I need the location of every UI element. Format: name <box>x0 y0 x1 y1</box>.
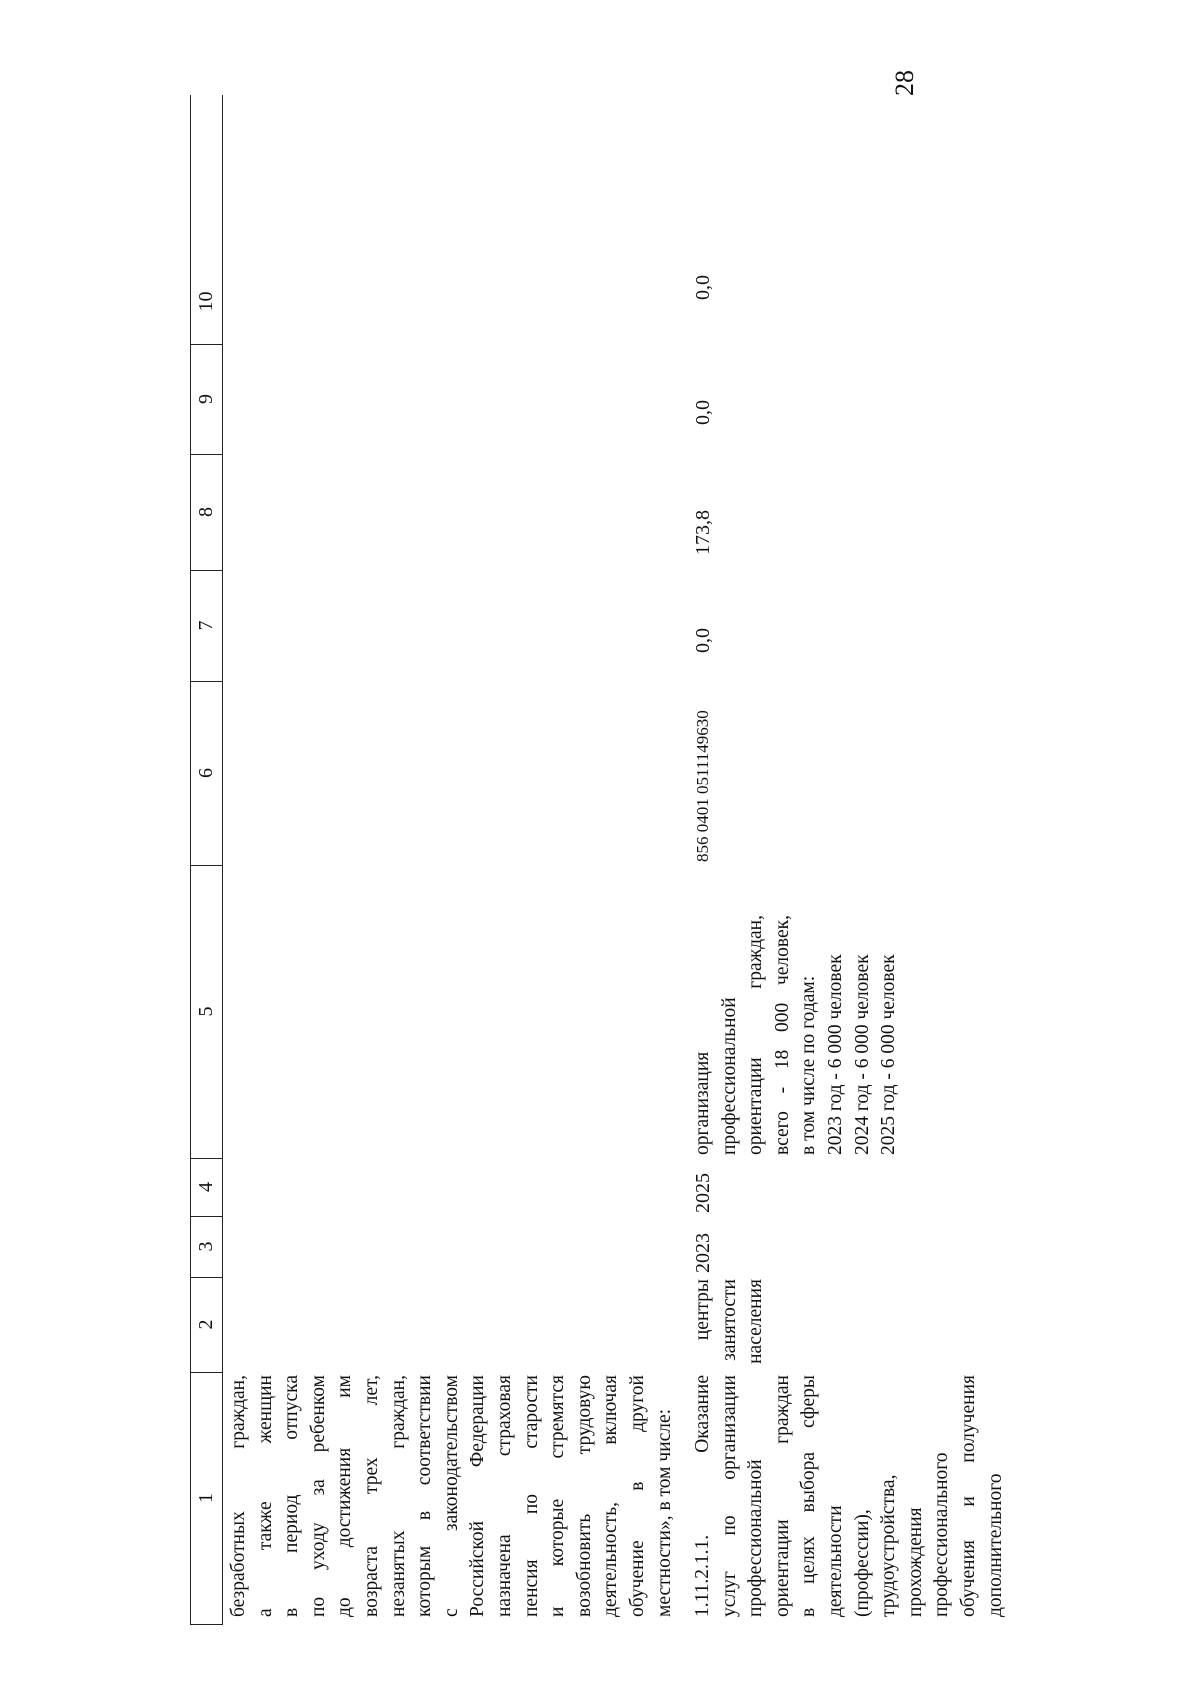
text-line: ориентации граждан, <box>745 915 767 1155</box>
text-line: в период отпуска <box>281 1375 303 1617</box>
header-col-1: 1 <box>190 1372 222 1625</box>
header-col-2: 2 <box>190 1277 222 1373</box>
text-line: 2024 год - 6 000 человек <box>851 954 873 1155</box>
text-line: центры <box>692 1279 713 1341</box>
text-line: организация <box>692 1051 713 1155</box>
header-col-7: 7 <box>190 570 222 682</box>
text-line: пенсия по старости <box>520 1375 542 1617</box>
text-line: безработных граждан, <box>228 1375 249 1617</box>
text-line: по уходу за ребенком <box>307 1375 329 1617</box>
text-line: 2023 год - 6 000 человек <box>824 954 846 1155</box>
text-line: трудоустройства, <box>878 1474 900 1617</box>
text-line: 2025 год - 6 000 человек <box>878 954 900 1155</box>
text-line: в том числе по годам: <box>798 975 820 1155</box>
row-col-6-budget-code: 856 0401 0511149630 <box>693 710 712 862</box>
row-col-3-start-year: 2023 <box>692 1233 714 1273</box>
header-col-9: 9 <box>190 344 222 455</box>
page-number: 28 <box>890 70 919 96</box>
text-line: профессиональной <box>745 1459 767 1617</box>
table-header-row <box>190 95 222 1625</box>
text-line: местности», в том числе: <box>653 1408 675 1617</box>
row-col-1-description <box>690 1375 1009 1617</box>
text-line: обучения и получения <box>957 1375 979 1617</box>
header-col-8: 8 <box>190 454 222 571</box>
text-line: незанятых граждан, <box>387 1375 409 1617</box>
text-line: возраста трех лет, <box>360 1375 382 1617</box>
text-line: (профессии), <box>851 1509 873 1617</box>
header-col-3: 3 <box>190 1216 222 1278</box>
text-line: 1.11.2.1.1. Оказание <box>692 1375 713 1617</box>
text-line: профессионального <box>931 1452 953 1617</box>
text-line: услуг по организации <box>718 1375 740 1617</box>
row-col-9-value: 0,0 <box>692 400 714 425</box>
text-line: а также женщин <box>254 1375 276 1617</box>
row-col-10-value: 0,0 <box>692 275 714 300</box>
header-col-10: 10 <box>190 259 222 345</box>
header-col-5: 5 <box>190 865 222 1159</box>
row-col-7-value: 0,0 <box>692 628 714 653</box>
text-line: возобновить трудовую <box>573 1375 595 1617</box>
text-line: прохождения <box>904 1507 926 1617</box>
text-line: профессиональной <box>718 997 740 1155</box>
continuation-text <box>226 1375 678 1617</box>
text-line: населения <box>745 1279 767 1364</box>
text-line: Российской Федерации <box>467 1375 489 1617</box>
row-col-4-end-year: 2025 <box>692 1173 714 1213</box>
text-line: назначена страховая <box>493 1375 515 1617</box>
row-col-2-executor <box>690 1279 770 1367</box>
text-line: дополнительного <box>984 1473 1006 1617</box>
text-line: занятости <box>718 1279 740 1361</box>
row-col-8-value: 173,8 <box>692 510 714 555</box>
text-line: деятельности <box>824 1505 846 1617</box>
text-line: всего - 18 000 человек, <box>771 915 793 1155</box>
header-col-4: 4 <box>190 1158 222 1217</box>
text-line: ориентации граждан <box>771 1375 793 1617</box>
text-line: с законодательством <box>440 1375 462 1617</box>
row-col-5-result <box>690 915 903 1155</box>
text-line: деятельность, включая <box>600 1375 622 1617</box>
text-line: обучение в другой <box>626 1375 648 1617</box>
rotated-table <box>190 95 1006 1625</box>
text-line: которым в соответствии <box>414 1375 436 1617</box>
header-bottom-rule <box>222 95 223 1625</box>
text-line: до достижения им <box>334 1375 356 1617</box>
text-line: в целях выбора сферы <box>798 1375 820 1617</box>
text-line: и которые стремятся <box>547 1375 569 1617</box>
header-col-6: 6 <box>190 681 222 866</box>
